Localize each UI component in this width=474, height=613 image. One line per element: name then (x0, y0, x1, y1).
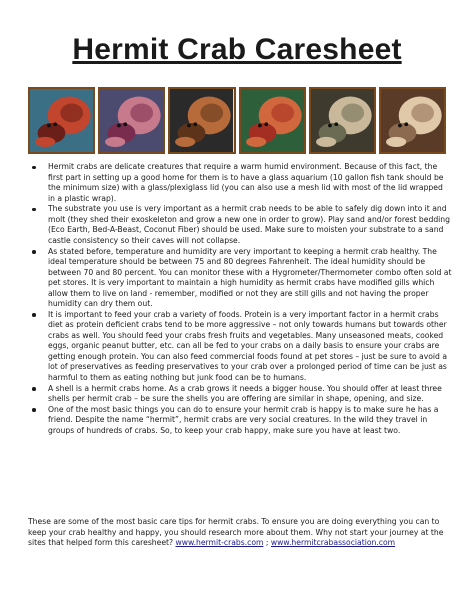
hermit-crab-photo-1-icon (28, 87, 95, 154)
hermit-crab-photo-2-icon (98, 87, 165, 154)
hermit-crab-photo-6-icon (379, 87, 446, 154)
hermit-crab-photo-5-icon (309, 87, 376, 154)
care-tips-list (30, 162, 452, 437)
closing-paragraph (28, 517, 452, 549)
care-tip-substrate: The substrate you use is very important as a hermit crab needs to be able to safely dig down into it and molt (they shed their exoskeleton and grow a new one in order to grow). Play sand and/or forest bedding (Eco Earth, Bed-A-Beast, Coconut Fiber) should be used. Make sure to moisten your substrate to a sand castle consistency so their caves will not collapse. (30, 204, 452, 246)
care-tip-companions: One of the most basic things you can do to ensure your hermit crab is happy is to make sure he has a friend. Despite the name “hermit”, hermit crabs are very social creatures. In the wild they travel in groups of hundreds of crabs. So, to keep your crab happy, make sure you have at least two. (30, 405, 452, 437)
hermit-crab-photo-4-icon (239, 87, 306, 154)
photo-strip (28, 87, 446, 154)
hermit-crabs-link[interactable]: www.hermit-crabs.com (175, 538, 264, 547)
care-tip-temperature-humidity: As stated before, temperature and humidity are very important to keeping a hermit crab healthy. The ideal temperature should be between 75 and 80 degrees Fahrenheit. The ideal humidity should be between 70 and 80 percent. You can monitor these with a Hygrometer/Thermometer combo often sold at pet stores. It is very important to maintain a high humidity as hermit crabs have modified gills which allow them to live on land - remember, modified or not they are still gills and not having the proper humidity can dry them out. (30, 247, 452, 310)
care-tip-housing: Hermit crabs are delicate creatures that require a warm humid environment. Because of this fact, the first part in setting up a good home for them is to have a glass aquarium (10 gallon fish tank should be the minimum size) with a glass/plexiglass lid (you can also use a mesh lid with most of the lid wrapped in a plastic wrap). (30, 162, 452, 204)
link-separator: ; (263, 538, 271, 547)
care-tip-food: It is important to feed your crab a variety of foods. Protein is a very important factor in a hermit crabs diet as protein deficient crabs tend to be more aggressive – not only towards humans but towards other crabs as well. You should feed your crabs fresh fruits and vegetables. Many unseasoned meats, cooked eggs, organic peanut butter, etc. can all be fed to your crabs on a daily basis to ensure your crabs are getting enough protein. You can also feed commercial foods found at pet stores – just be sure to avoid a lot of preservatives as feeding preservatives to your crab over a prolonged period of time can be just as harmful to them as eating nothing but junk food can be to humans. (30, 310, 452, 384)
hermit-crab-association-link[interactable]: www.hermitcrabassociation.com (270, 538, 396, 547)
care-tip-shells: A shell is a hermit crabs home. As a crab grows it needs a bigger house. You should offer at least three shells per hermit crab – be sure the shells you are offering are similar in shape, opening, and size. (30, 384, 452, 405)
closing-text: These are some of the most basic care tips for hermit crabs. To ensure you are doing everything you can to keep your crab healthy and happy, you should research more about them. Why not start your journey at the sites that helped form this caresheet? (28, 517, 444, 547)
hermit-crab-photo-3-icon (168, 87, 235, 154)
page-title: Hermit Crab Caresheet (72, 33, 402, 66)
